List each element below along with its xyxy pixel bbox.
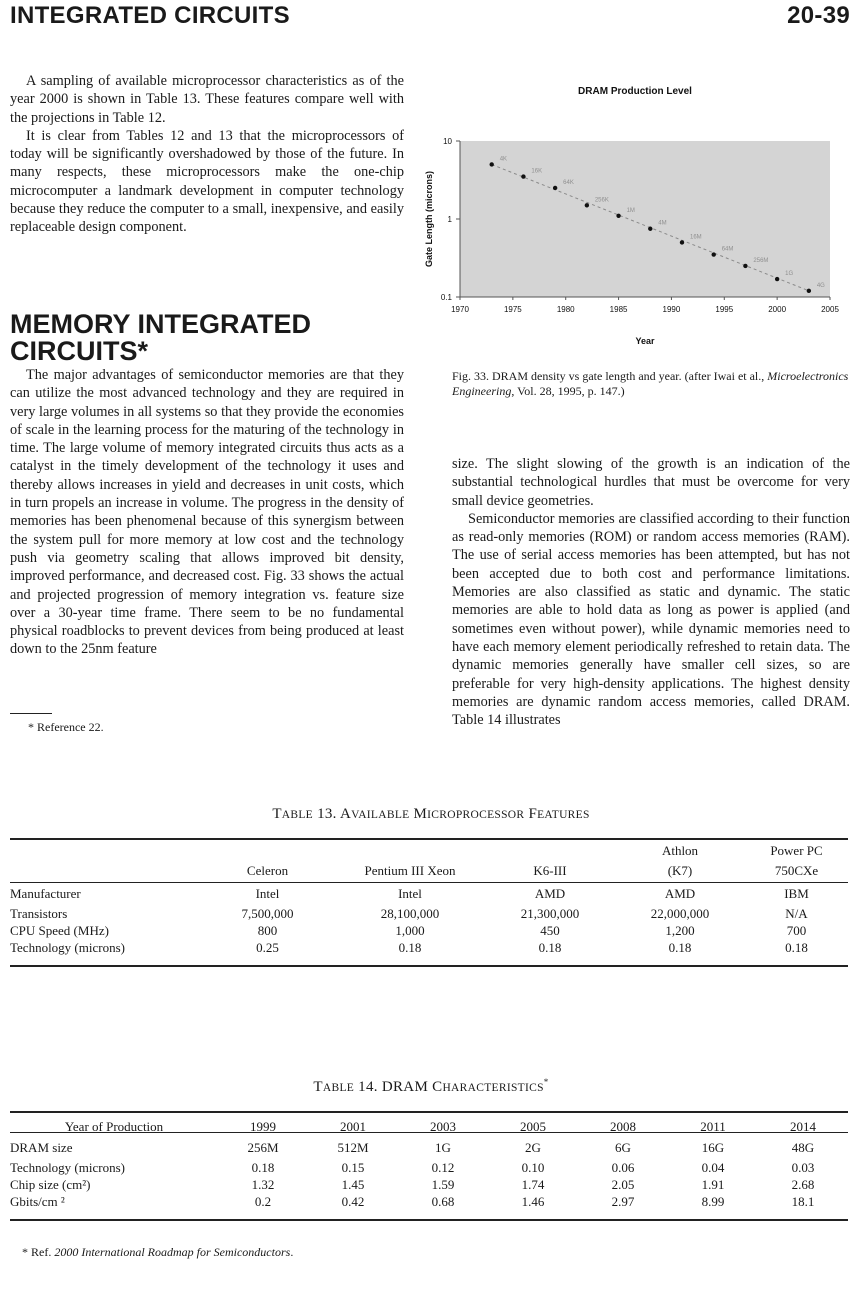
data-point [585, 203, 589, 207]
point-label: 1M [626, 207, 635, 214]
t13-h-athlon: Athlon [661, 842, 699, 858]
plot-area [460, 141, 830, 297]
table-cell: 7,500,000 [241, 905, 294, 921]
table-cell: 28,100,000 [380, 905, 440, 921]
table-cell: 0.18 [398, 939, 422, 955]
section-heading-line1: MEMORY INTEGRATED [10, 309, 312, 339]
t13-t3: 13. A [313, 806, 352, 822]
dram-chart [418, 80, 858, 350]
t13-col-k6: K6-III [533, 863, 567, 878]
intro-paragraph-2: It is clear from Tables 12 and 13 that the microprocessors of today will be significantly overshadowed by those of the future. In many respects, these microprocessors make the one-chip microcomputer a landmark development in computer technology because they reduce the computer to a small, inexpensive, and easily replaceable design component. [10, 127, 404, 236]
footnote: * Reference 22. [28, 720, 104, 734]
t14-t2: ABLE [322, 1082, 355, 1094]
x-tick-label: 1980 [556, 305, 575, 314]
year-column-header: 2001 [340, 1119, 366, 1134]
t13-col-celeron: Celeron [246, 863, 289, 878]
chart-title: DRAM Production Level [578, 86, 692, 97]
table-cell: 0.18 [668, 939, 692, 955]
t14-t1: T [313, 1079, 323, 1095]
table-cell: 1.32 [251, 1176, 275, 1192]
table-row [10, 939, 848, 956]
table-cell: 1.91 [701, 1176, 725, 1192]
row-label: Manufacturer [10, 886, 81, 901]
point-label: 4K [499, 156, 508, 163]
table-cell: 2.05 [611, 1176, 635, 1192]
table-row [10, 1159, 848, 1176]
table-cell: 450 [540, 922, 560, 938]
figure-caption [452, 369, 850, 399]
data-point [743, 264, 747, 268]
t13-col-750: 750CXe [774, 863, 819, 878]
point-label: 64M [721, 246, 734, 253]
table14-header-row [10, 1117, 848, 1137]
table-cell: 0.18 [785, 939, 808, 955]
table13-body [10, 883, 848, 956]
t13-h-2 [335, 842, 485, 859]
caption-journal: Microelectronics Engineering [452, 369, 849, 398]
table-cell: 1,000 [395, 922, 425, 938]
table14-top-rule [10, 1111, 848, 1113]
table13 [10, 842, 848, 956]
year-column-header: 2008 [610, 1119, 636, 1134]
section-paragraph: The major advantages of semiconductor memories are that they can utilize the most advanced technology and they are required in very large volumes in all systems so that they provide the economies of scale in the learning process for the maturing of the technology in time. The large volume of memory integrated circuits thus acts as a catalyst in the timely development of the technology it uses and thereby allows increases in yield and decreases in unit costs, which in turn propels an increase in volume. The progress in the density of memories has been phenomenal because of this synergism between the system pull for more memory at low cost and the technology push via geometry scaling that allows improved bit density, improved performance, and decreased cost. Fig. 33 shows the actual and projected progression of memory integration vs. feature size over a 30-year time frame. There seem to be no fundamental physical roadblocks to prevent devices from being produced at least down to the 25nm feature [10, 367, 404, 658]
point-label: 4G [816, 282, 825, 289]
t13-h-3 [485, 842, 615, 859]
table-cell: 1.59 [431, 1176, 455, 1192]
x-axis-label: Year [635, 336, 655, 346]
table-cell: 1.45 [341, 1176, 365, 1192]
t13-t1: T [272, 806, 282, 822]
table-cell: 6G [615, 1140, 631, 1155]
table14-body [10, 1137, 848, 1210]
point-label: 4M [658, 220, 667, 227]
t13-h-1 [200, 842, 335, 859]
table14-bottom-rule [10, 1219, 848, 1221]
section-heading-line2: CIRCUITS* [10, 336, 149, 366]
t14-t3: 14. DRAM C [354, 1079, 443, 1095]
table-cell: 0.42 [341, 1193, 365, 1209]
intro-text [10, 72, 404, 237]
table-cell: 0.25 [256, 939, 279, 955]
caption-end: , Vol. 28, 1995, p. 147.) [511, 384, 625, 398]
data-point [775, 277, 779, 281]
year-column-header: 2005 [520, 1119, 546, 1134]
t14-fn-plain: * Ref. [22, 1245, 55, 1259]
t13-col-k7: (K7) [667, 863, 693, 878]
table-cell: 0.06 [611, 1159, 635, 1175]
caption-text: Fig. 33. DRAM density vs gate length and year. (after Iwai et al., [452, 369, 768, 383]
point-label: 16K [531, 168, 543, 175]
t14-t5: * [543, 1077, 549, 1087]
table-cell: 1.46 [521, 1193, 545, 1209]
year-column-header: 2011 [700, 1119, 726, 1134]
x-tick-label: 1985 [609, 305, 628, 314]
table-cell: 8.99 [701, 1193, 725, 1209]
table-cell: 2.68 [791, 1176, 815, 1192]
page-number: 20-39 [787, 2, 850, 29]
table-cell: 0.04 [701, 1159, 725, 1175]
y-tick-label: 10 [443, 137, 452, 146]
table13-header-row-top [10, 842, 848, 859]
data-point [521, 174, 525, 178]
running-header-title: INTEGRATED CIRCUITS [10, 2, 290, 29]
t13-h-0 [10, 842, 200, 859]
t13-t5: M [409, 806, 428, 822]
year-column-header: 2014 [790, 1119, 816, 1134]
table-cell: 21,300,000 [520, 905, 580, 921]
table13-header-row [10, 859, 848, 883]
table-cell: 0.12 [431, 1159, 455, 1175]
table14-title [0, 1077, 862, 1096]
x-tick-label: 1990 [662, 305, 681, 314]
table-cell: 48G [791, 1140, 815, 1155]
table-cell: 0.15 [341, 1159, 365, 1175]
table-cell: 1.74 [521, 1176, 545, 1192]
data-point [553, 186, 557, 190]
year-column-header: 2003 [430, 1119, 456, 1134]
table-cell: 512M [337, 1140, 369, 1155]
point-label: 256M [753, 257, 769, 264]
table-cell: 0.18 [251, 1159, 275, 1175]
y-tick-label: 1 [447, 215, 452, 224]
table-cell: 2G [525, 1140, 541, 1155]
row-label: Chip size (cm²) [10, 1176, 91, 1192]
table-cell: 22,000,000 [650, 905, 710, 921]
t14-fn-italic: 2000 International Roadmap for Semiconductors [54, 1245, 291, 1259]
data-point [648, 227, 652, 231]
row-label: Transistors [10, 905, 68, 921]
table-cell: N/A [785, 905, 808, 921]
data-point [680, 240, 684, 244]
t13-t4: VAILABLE [351, 809, 410, 821]
t13-t7: F [524, 806, 538, 822]
data-point [712, 252, 716, 256]
t13-t2: ABLE [281, 809, 314, 821]
row-label: CPU Speed (MHz) [10, 922, 109, 938]
x-ticks [451, 297, 839, 314]
t14-t4: HARACTERISTICS [442, 1082, 544, 1094]
intro-paragraph-1: A sampling of available microprocessor characteristics as of the year 2000 is shown in Table 13. These features compare well with the projections in Table 12. [10, 73, 404, 126]
table-cell: 800 [257, 922, 278, 938]
right-paragraph-2: Semiconductor memories are classified according to their function as read-only memories (ROM) or random access memories (RAM). The use of serial access memories has been attempted, but has not been accepted due to both cost and performance limitations. Memories are also classified as static and dynamic. The static memories are able to hold data as long as power is applied (and sometimes even without power), while dynamic memories need to have each memory element periodically refreshed to retain data. The dynamic memories generally have smaller cell sizes, so are preferable for very high-density applications. The highest density memories are dynamic random access memories, called DRAM. Table 14 illustrates [452, 510, 850, 729]
t13-t8: EATURES [537, 809, 590, 821]
footnote-rule [10, 713, 52, 714]
table-cell: AMD [664, 886, 696, 901]
section-text [10, 366, 404, 659]
table-cell: 18.1 [791, 1193, 815, 1209]
table-cell: 0.2 [254, 1193, 272, 1209]
table-row [10, 883, 848, 905]
table-row [10, 1137, 848, 1159]
point-label: 16M [690, 234, 702, 241]
table-row [10, 905, 848, 922]
table13-title [0, 806, 862, 823]
table13-bottom-rule [10, 965, 848, 967]
table-cell: IBM [784, 886, 809, 901]
table-cell: 0.68 [431, 1193, 455, 1209]
row-label: Technology (microns) [10, 939, 125, 955]
t13-col-pentium: Pentium III Xeon [364, 863, 456, 878]
point-label: 256K [594, 197, 609, 204]
right-column-text [452, 455, 850, 729]
right-paragraph-1: size. The slight slowing of the growth is an indication of the substantial technological hurdles that must be overcome for very small device geometries. [452, 456, 850, 509]
year-column-header: 1999 [250, 1119, 276, 1134]
row-label: Gbits/cm ² [10, 1193, 65, 1209]
x-tick-label: 2005 [821, 305, 839, 314]
t13-h-powerpc: Power PC [770, 842, 823, 858]
t14-fn-end: . [290, 1245, 294, 1259]
table-cell: 1G [435, 1140, 451, 1155]
table-row [10, 922, 848, 939]
section-heading [10, 311, 311, 365]
table-cell: 0.03 [791, 1159, 815, 1175]
table14-footnote [22, 1245, 293, 1260]
year-header: Year of Production [64, 1119, 164, 1134]
y-tick-label: 0.1 [440, 293, 452, 302]
table-cell: Intel [255, 886, 280, 901]
table-cell: 0.10 [521, 1159, 545, 1175]
table13-top-rule [10, 838, 848, 840]
y-axis-label: Gate Length (microns) [424, 170, 434, 268]
row-label: Technology (microns) [10, 1159, 125, 1175]
y-ticks [441, 137, 460, 302]
x-tick-label: 2000 [768, 305, 787, 314]
data-point [807, 289, 811, 293]
row-label: DRAM size [10, 1140, 73, 1155]
table-cell: AMD [534, 886, 566, 901]
table-cell: 16G [701, 1140, 725, 1155]
point-label: 64K [563, 179, 574, 186]
table-cell: 0.18 [538, 939, 562, 955]
data-point [616, 214, 620, 218]
table14 [10, 1117, 848, 1210]
x-tick-label: 1970 [451, 305, 469, 314]
table-cell: 256M [247, 1140, 279, 1155]
table-cell: 1,200 [665, 922, 695, 938]
t13-t6: ICROPROCESSOR [427, 809, 525, 821]
table-row [10, 1176, 848, 1193]
x-tick-label: 1975 [503, 305, 522, 314]
table-row [10, 1193, 848, 1210]
t13-col-label [10, 859, 200, 883]
table-cell: 2.97 [611, 1193, 635, 1209]
x-tick-label: 1995 [715, 305, 734, 314]
data-point [490, 162, 494, 166]
table-cell: 700 [786, 922, 807, 938]
point-label: 1G [785, 271, 794, 278]
table-cell: Intel [398, 886, 422, 901]
